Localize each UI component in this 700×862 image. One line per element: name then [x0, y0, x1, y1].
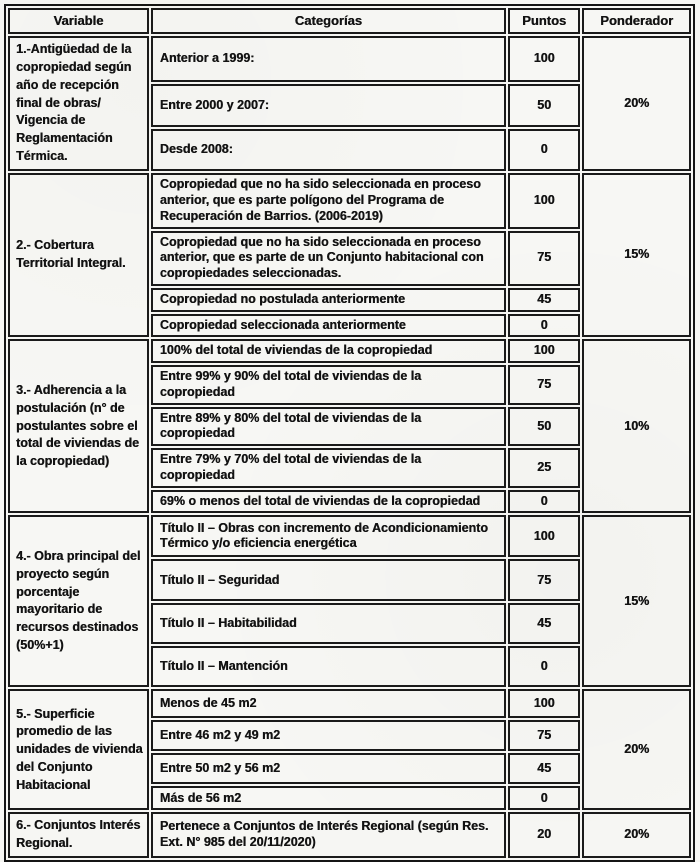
puntos-cell: 0 — [508, 490, 580, 514]
categoria-cell: 69% o menos del total de viviendas de la copropiedad — [151, 490, 506, 514]
puntos-cell: 25 — [508, 448, 580, 488]
puntos-cell: 75 — [508, 720, 580, 751]
categoria-cell: Menos de 45 m2 — [151, 689, 506, 718]
ponderador-cell: 15% — [582, 515, 691, 687]
puntos-cell: 0 — [508, 314, 580, 338]
puntos-cell: 75 — [508, 231, 580, 286]
column-header-variable: Variable — [8, 8, 149, 34]
scoring-criteria-table — [4, 4, 695, 862]
categoria-cell: Más de 56 m2 — [151, 786, 506, 810]
table-row — [8, 36, 691, 81]
puntos-cell: 50 — [508, 407, 580, 447]
categoria-cell: Título II – Seguridad — [151, 559, 506, 601]
table-row — [8, 173, 691, 229]
puntos-cell: 75 — [508, 559, 580, 601]
puntos-cell: 100 — [508, 173, 580, 229]
variable-cell-adherencia: 3.- Adherencia a la postulación (n° de postulantes sobre el total de viviendas de la copropiedad) — [8, 339, 149, 513]
variable-cell-cobertura: 2.- Cobertura Territorial Integral. — [8, 173, 149, 338]
categoria-cell: Copropiedad que no ha sido seleccionada en proceso anterior, que es parte polígono del Programa de Recuperación de Barrios. (2006-2019) — [151, 173, 506, 229]
categoria-cell: Anterior a 1999: — [151, 36, 506, 81]
puntos-cell: 100 — [508, 689, 580, 718]
categoria-cell: Entre 79% y 70% del total de viviendas de la copropiedad — [151, 448, 506, 488]
header-row — [8, 8, 691, 34]
categoria-cell: Título II – Habitabilidad — [151, 603, 506, 644]
puntos-cell: 100 — [508, 515, 580, 557]
variable-cell-antiguedad: 1.-Antigüedad de la copropiedad según año de recepción final de obras/ Vigencia de Reglamentación Térmica. — [8, 36, 149, 170]
column-header-ponderador: Ponderador — [582, 8, 691, 34]
categoria-cell: Copropiedad que no ha sido seleccionada en proceso anterior, que es parte de un Conjunto habitacional con copropiedades seleccionadas. — [151, 231, 506, 286]
variable-cell-superficie: 5.- Superficie promedio de las unidades de vivienda del Conjunto Habitacional — [8, 689, 149, 810]
categoria-cell: Título II – Mantención — [151, 646, 506, 687]
ponderador-cell: 20% — [582, 689, 691, 810]
categoria-cell: Entre 99% y 90% del total de viviendas de la copropiedad — [151, 365, 506, 405]
categoria-cell: Entre 2000 y 2007: — [151, 84, 506, 127]
table-body — [8, 36, 691, 858]
categoria-cell: Entre 50 m2 y 56 m2 — [151, 753, 506, 784]
puntos-cell: 45 — [508, 753, 580, 784]
categoria-cell: Título II – Obras con incremento de Acondicionamiento Térmico y/o eficiencia energética — [151, 515, 506, 557]
table-row — [8, 812, 691, 858]
ponderador-cell: 15% — [582, 173, 691, 338]
puntos-cell: 0 — [508, 646, 580, 687]
table-row — [8, 515, 691, 557]
variable-cell-obra-principal: 4.- Obra principal del proyecto según porcentaje mayoritario de recursos destinados (50%+1) — [8, 515, 149, 687]
puntos-cell: 20 — [508, 812, 580, 858]
puntos-cell: 100 — [508, 36, 580, 81]
ponderador-cell: 20% — [582, 36, 691, 170]
categoria-cell: Copropiedad seleccionada anteriormente — [151, 314, 506, 338]
table-row — [8, 689, 691, 718]
categoria-cell: Entre 89% y 80% del total de viviendas de la copropiedad — [151, 407, 506, 447]
variable-cell-conjuntos-interes: 6.- Conjuntos Interés Regional. — [8, 812, 149, 858]
puntos-cell: 75 — [508, 365, 580, 405]
table-header — [8, 8, 691, 34]
table-row — [8, 339, 691, 363]
categoria-cell: Desde 2008: — [151, 129, 506, 170]
puntos-cell: 45 — [508, 288, 580, 312]
ponderador-cell: 10% — [582, 339, 691, 513]
categoria-cell: 100% del total de viviendas de la copropiedad — [151, 339, 506, 363]
puntos-cell: 100 — [508, 339, 580, 363]
puntos-cell: 0 — [508, 129, 580, 170]
column-header-categorias: Categorías — [151, 8, 506, 34]
puntos-cell: 0 — [508, 786, 580, 810]
puntos-cell: 50 — [508, 84, 580, 127]
categoria-cell: Copropiedad no postulada anteriormente — [151, 288, 506, 312]
categoria-cell: Pertenece a Conjuntos de Interés Regional (según Res. Ext. N° 985 del 20/11/2020) — [151, 812, 506, 858]
ponderador-cell: 20% — [582, 812, 691, 858]
categoria-cell: Entre 46 m2 y 49 m2 — [151, 720, 506, 751]
column-header-puntos: Puntos — [508, 8, 580, 34]
puntos-cell: 45 — [508, 603, 580, 644]
